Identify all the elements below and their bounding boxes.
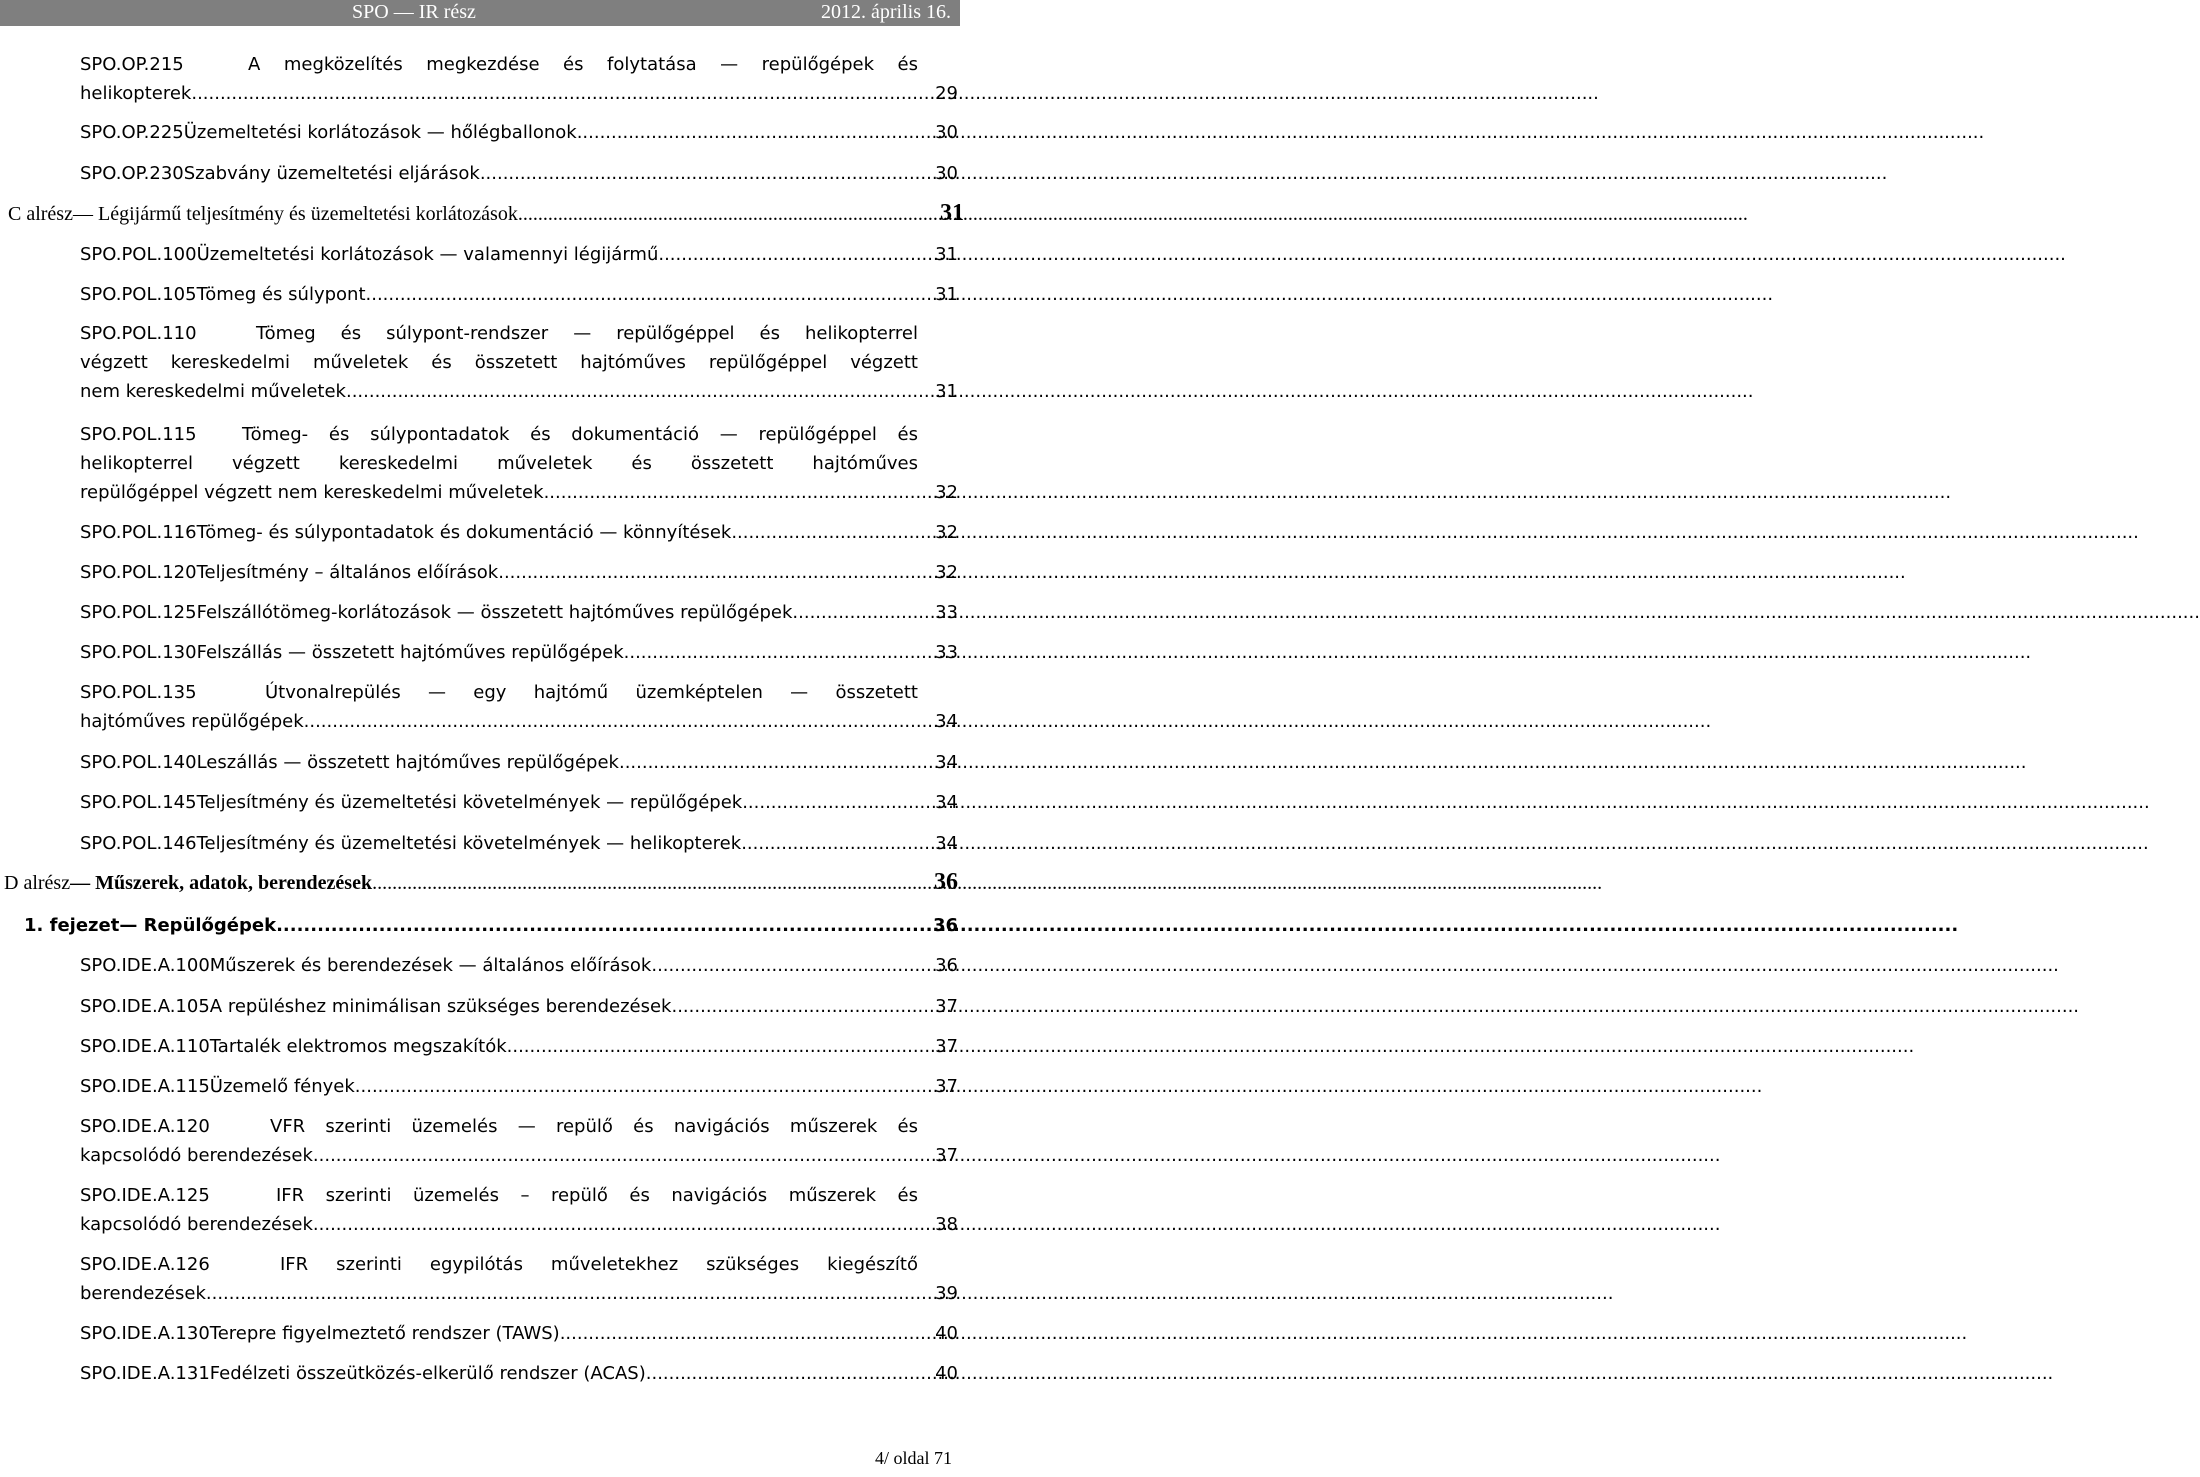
toc-code: SPO.IDE.A.100	[80, 955, 210, 976]
toc-code: SPO.IDE.A.115	[80, 1076, 210, 1097]
toc-code: SPO.POL.140	[80, 752, 197, 773]
toc-title: IFR szerinti egypilótás műveletekhez szükséges kiegészítő	[280, 1254, 918, 1275]
toc-line	[80, 788, 958, 817]
toc-line	[24, 911, 958, 940]
dot-leader	[544, 478, 936, 507]
toc-code: SPO.POL.116	[80, 522, 197, 543]
toc-code: SPO.IDE.A.126	[80, 1254, 210, 1275]
toc-code: SPO.IDE.A.131	[80, 1363, 210, 1384]
toc-code: SPO.POL.100	[80, 244, 197, 265]
toc-line	[80, 518, 958, 547]
toc-line	[80, 1032, 958, 1061]
toc-line	[80, 1250, 918, 1279]
toc-line	[80, 1181, 918, 1210]
toc-code: SPO.IDE.A.110	[80, 1036, 210, 1057]
toc-line	[80, 79, 958, 108]
toc-line	[80, 280, 958, 309]
header-document-title: SPO — IR rész	[352, 1, 476, 23]
dot-leader	[577, 118, 935, 147]
toc-page-number: 37	[935, 1036, 958, 1057]
toc-entry[interactable]	[80, 598, 958, 627]
toc-title: Üzemelő fények	[209, 1076, 355, 1097]
toc-page-number: 40	[935, 1363, 958, 1384]
toc-line	[80, 558, 958, 587]
toc-entry[interactable]	[80, 951, 958, 980]
toc-entry[interactable]	[24, 911, 958, 940]
dot-leader	[651, 951, 935, 980]
toc-page-number: 33	[935, 602, 958, 623]
dot-leader	[313, 1210, 935, 1239]
header-date: 2012. április 16.	[821, 1, 951, 23]
toc-title: Tömeg- és súlypontadatok és dokumentáció — repülőgéppel és	[242, 424, 918, 445]
toc-title-continued: hajtóműves repülőgépek	[80, 711, 304, 732]
toc-line	[80, 1112, 918, 1141]
toc-title: Terepre figyelmeztető rendszer (TAWS)	[209, 1323, 560, 1344]
toc-entry[interactable]	[8, 199, 964, 228]
toc-line	[80, 118, 958, 147]
toc-entry[interactable]	[80, 788, 958, 817]
toc-title-continued: repülőgéppel végzett nem kereskedelmi műveletek	[80, 482, 544, 503]
toc-entry[interactable]	[80, 319, 958, 406]
dot-leader	[372, 869, 934, 898]
toc-line	[80, 1279, 958, 1308]
toc-line	[80, 478, 958, 507]
toc-code: SPO.POL.120	[80, 562, 197, 583]
toc-title: Tömeg és súlypont	[196, 284, 366, 305]
toc-code: SPO.IDE.A.105	[80, 996, 210, 1017]
toc-page-number: 36	[932, 915, 958, 936]
toc-title-continued: végzett kereskedelmi műveletek és összetett hajtóműves repülőgéppel végzett	[80, 352, 918, 373]
toc-line	[80, 829, 958, 858]
toc-title: Teljesítmény és üzemeltetési követelmények — repülőgépek	[196, 792, 743, 813]
toc-page-number: 32	[935, 482, 958, 503]
toc-code: SPO.POL.115	[80, 424, 197, 445]
toc-title: Felszállás — összetett hajtóműves repülőgépek	[196, 642, 624, 663]
dot-leader	[742, 788, 935, 817]
toc-page-number: 30	[935, 163, 958, 184]
toc-line	[80, 1072, 958, 1101]
toc-code: SPO.OP.230	[80, 163, 184, 184]
toc-page-number: 33	[935, 642, 958, 663]
toc-entry[interactable]	[80, 638, 958, 667]
dot-leader	[498, 558, 935, 587]
toc-page-number: 39	[935, 1283, 958, 1304]
toc-title: Teljesítmény – általános előírások	[196, 562, 499, 583]
toc-line	[80, 638, 958, 667]
toc-entry[interactable]	[80, 992, 958, 1021]
toc-code: C alrész	[8, 203, 73, 225]
toc-title-continued: helikopterrel végzett kereskedelmi műveletek és összetett hajtóműves	[80, 453, 918, 474]
dot-leader	[624, 638, 935, 667]
toc-title-continued: helikopterek	[80, 83, 192, 104]
toc-entry[interactable]	[80, 1250, 958, 1308]
toc-page-number: 31	[940, 200, 964, 226]
toc-line	[4, 868, 958, 897]
toc-title: A megközelítés megkezdése és folytatása — repülőgépek és	[248, 54, 918, 75]
dot-leader	[792, 598, 935, 627]
toc-title-continued: kapcsolódó berendezések	[80, 1214, 313, 1235]
dot-leader	[741, 829, 935, 858]
toc-title: Szabvány üzemeltetési eljárások	[183, 163, 480, 184]
toc-line	[80, 951, 958, 980]
toc-page-number: 31	[935, 381, 958, 402]
toc-line	[80, 377, 958, 406]
toc-title: — Műszerek, adatok, berendezések	[70, 872, 373, 894]
dot-leader	[480, 159, 935, 188]
toc-line	[80, 678, 918, 707]
toc-code: SPO.POL.135	[80, 682, 197, 703]
toc-page-number: 38	[935, 1214, 958, 1235]
toc-title-continued: berendezések	[80, 1283, 206, 1304]
toc-entry[interactable]	[80, 748, 958, 777]
toc-line	[80, 348, 918, 377]
toc-line	[80, 1359, 958, 1388]
toc-page-number: 34	[935, 752, 958, 773]
toc-title: Felszállótömeg-korlátozások — összetett hajtóműves repülőgépek	[196, 602, 793, 623]
dot-leader	[731, 518, 935, 547]
dot-leader	[619, 748, 935, 777]
dot-leader	[346, 377, 935, 406]
toc-title: Üzemeltetési korlátozások — hőlégballonok	[183, 122, 577, 143]
toc-line	[80, 1319, 958, 1348]
toc-page-number: 34	[935, 711, 958, 732]
toc-code: SPO.POL.146	[80, 833, 197, 854]
toc-entry[interactable]	[80, 558, 958, 587]
toc-line	[80, 1210, 958, 1239]
toc-code: SPO.POL.110	[80, 323, 197, 344]
dot-leader	[518, 200, 940, 229]
toc-entry[interactable]	[80, 1319, 958, 1348]
toc-page-number: 31	[935, 284, 958, 305]
toc-code: SPO.IDE.A.130	[80, 1323, 210, 1344]
toc-entry[interactable]	[80, 1032, 958, 1061]
toc-title: Fedélzeti összeütközés-elkerülő rendszer (ACAS)	[209, 1363, 646, 1384]
toc-page-number: 40	[935, 1323, 958, 1344]
toc-page-number: 37	[935, 1145, 958, 1166]
toc-page-number: 32	[935, 562, 958, 583]
toc-page-number: 29	[935, 83, 958, 104]
toc-line	[80, 50, 918, 79]
toc-page-number: 32	[935, 522, 958, 543]
toc-title: A repüléshez minimálisan szükséges berendezések	[209, 996, 672, 1017]
dot-leader	[191, 79, 935, 108]
toc-entry[interactable]	[80, 1112, 958, 1170]
toc-line	[8, 199, 964, 228]
toc-entry[interactable]	[80, 280, 958, 309]
toc-line	[80, 159, 958, 188]
toc-page-number: 34	[935, 833, 958, 854]
toc-code: SPO.OP.225	[80, 122, 184, 143]
toc-code: SPO.OP.215	[80, 54, 184, 75]
toc-entry[interactable]	[80, 1072, 958, 1101]
dot-leader	[658, 240, 935, 269]
page-number: 4/ oldal 71	[875, 1448, 952, 1468]
toc-page-number: 36	[935, 955, 958, 976]
toc-line	[80, 449, 918, 478]
toc-code: D alrész	[4, 872, 71, 894]
toc-code: SPO.IDE.A.120	[80, 1116, 210, 1137]
dot-leader	[304, 707, 935, 736]
toc-entry[interactable]	[80, 420, 958, 507]
toc-entry[interactable]	[80, 829, 958, 858]
toc-page-number: 37	[935, 996, 958, 1017]
toc-page-number: 36	[934, 869, 958, 895]
toc-entry[interactable]	[80, 1181, 958, 1239]
toc-code: SPO.POL.145	[80, 792, 197, 813]
toc-title: Tömeg- és súlypontadatok és dokumentáció — könnyítések	[196, 522, 732, 543]
toc-title: Teljesítmény és üzemeltetési követelmények — helikopterek	[196, 833, 742, 854]
toc-title: — Légijármű teljesítmény és üzemeltetési korlátozások	[72, 203, 518, 225]
dot-leader	[646, 1359, 935, 1388]
toc-title: — Repülőgépek	[119, 915, 277, 936]
toc-code: SPO.IDE.A.125	[80, 1185, 210, 1206]
toc-page-number: 34	[935, 792, 958, 813]
dot-leader	[206, 1279, 935, 1308]
toc-line	[80, 598, 958, 627]
toc-title: VFR szerinti üzemelés — repülő és navigációs műszerek és	[270, 1116, 918, 1137]
toc-entry[interactable]	[80, 240, 958, 269]
toc-code: SPO.POL.105	[80, 284, 197, 305]
toc-title: Műszerek és berendezések — általános előírások	[209, 955, 652, 976]
toc-page-number: 31	[935, 244, 958, 265]
toc-title-continued: kapcsolódó berendezések	[80, 1145, 313, 1166]
toc-line	[80, 1141, 958, 1170]
toc-line	[80, 240, 958, 269]
toc-title: IFR szerinti üzemelés – repülő és navigációs műszerek és	[276, 1185, 918, 1206]
toc-title-continued: nem kereskedelmi műveletek	[80, 381, 346, 402]
dot-leader	[560, 1319, 935, 1348]
toc-line	[80, 707, 958, 736]
dot-leader	[276, 911, 933, 940]
toc-title: Tömeg és súlypont-rendszer — repülőgéppel és helikopterrel	[256, 323, 918, 344]
toc-entry[interactable]	[80, 50, 958, 108]
dot-leader	[507, 1032, 935, 1061]
toc-code: SPO.POL.130	[80, 642, 197, 663]
toc-title: Leszállás — összetett hajtóműves repülőgépek	[196, 752, 619, 773]
toc-title: Tartalék elektromos megszakítók	[209, 1036, 507, 1057]
toc-line	[80, 992, 958, 1021]
dot-leader	[355, 1072, 935, 1101]
toc-code: SPO.POL.125	[80, 602, 197, 623]
dot-leader	[671, 992, 935, 1021]
toc-line	[80, 319, 918, 348]
toc-entry[interactable]	[80, 518, 958, 547]
toc-entry[interactable]	[4, 868, 958, 897]
toc-entry[interactable]	[80, 159, 958, 188]
toc-page-number: 37	[935, 1076, 958, 1097]
toc-entry[interactable]	[80, 1359, 958, 1388]
dot-leader	[313, 1141, 935, 1170]
toc-line	[80, 748, 958, 777]
dot-leader	[366, 280, 936, 309]
toc-line	[80, 420, 918, 449]
toc-code: 1. fejezet	[24, 915, 120, 936]
toc-entry[interactable]	[80, 678, 958, 736]
toc-title: Útvonalrepülés — egy hajtómű üzemképtelen — összetett	[265, 682, 918, 703]
toc-title: Üzemeltetési korlátozások — valamennyi légijármű	[196, 244, 659, 265]
table-of-contents	[0, 0, 964, 1440]
toc-entry[interactable]	[80, 118, 958, 147]
toc-page-number: 30	[935, 122, 958, 143]
